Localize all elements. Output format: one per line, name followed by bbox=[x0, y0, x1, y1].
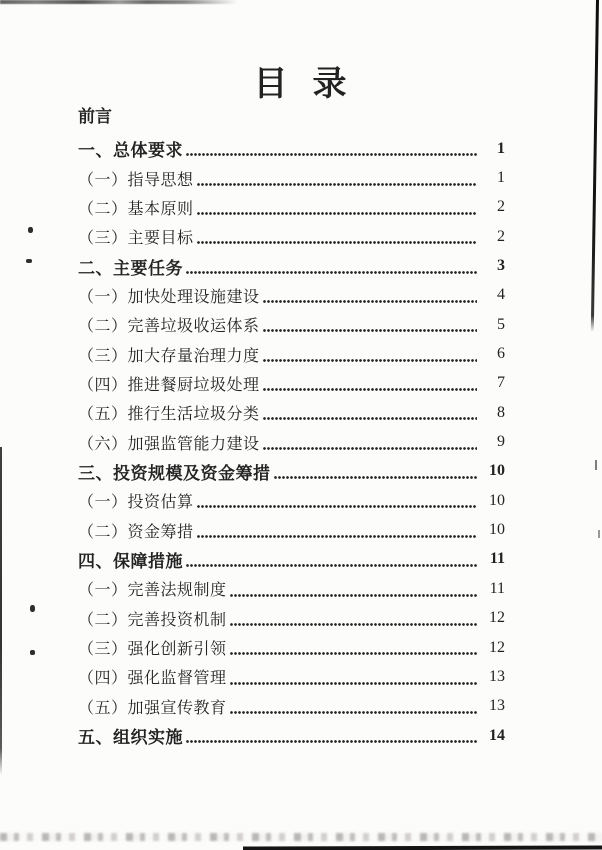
scan-artifact-speck bbox=[28, 227, 33, 233]
toc-entry-sub bbox=[78, 281, 505, 310]
dot-leader bbox=[186, 545, 477, 574]
toc-entry-label: （三）主要目标 bbox=[78, 230, 194, 248]
toc-entry-sub bbox=[78, 222, 505, 251]
scan-artifact-right-mark bbox=[598, 530, 600, 538]
toc-entry-sub bbox=[78, 369, 505, 398]
toc-entry-sub bbox=[78, 163, 505, 192]
toc-entry-page: 12 bbox=[489, 638, 505, 656]
dot-leader bbox=[197, 163, 477, 192]
toc-entry-section bbox=[78, 457, 505, 486]
dot-leader bbox=[263, 398, 477, 427]
dot-leader bbox=[263, 310, 477, 339]
toc-entry-label: （二）完善垃圾收运体系 bbox=[78, 318, 260, 336]
dot-leader bbox=[186, 134, 477, 163]
toc-entry-page: 12 bbox=[489, 609, 505, 627]
scan-artifact-bottom-noise bbox=[0, 833, 602, 841]
preface-heading: 前言 bbox=[78, 107, 112, 126]
toc-entry-sub bbox=[78, 398, 505, 427]
toc-list bbox=[78, 134, 505, 750]
toc-entry-page: 13 bbox=[489, 667, 505, 685]
scan-artifact-bottom-bar bbox=[243, 846, 602, 850]
toc-entry-label: 五、组织实施 bbox=[78, 728, 183, 748]
toc-entry-sub bbox=[78, 633, 505, 662]
toc-entry-page: 2 bbox=[497, 227, 505, 245]
toc-entry-page: 1 bbox=[497, 169, 505, 187]
toc-entry-label: （三）强化创新引领 bbox=[78, 641, 227, 659]
toc-entry-page: 10 bbox=[489, 462, 505, 480]
dot-leader bbox=[230, 633, 477, 662]
toc-entry-section bbox=[78, 134, 505, 163]
toc-entry-sub bbox=[78, 692, 505, 721]
toc-entry-section bbox=[78, 545, 505, 574]
toc-entry-label: 四、保障措施 bbox=[78, 551, 183, 571]
dot-leader bbox=[230, 604, 477, 633]
toc-entry-page: 11 bbox=[489, 550, 505, 568]
toc-entry-label: （二）资金筹措 bbox=[78, 523, 194, 541]
scan-artifact-speck bbox=[26, 259, 32, 263]
toc-entry-label: （五）推行生活垃圾分类 bbox=[78, 406, 260, 424]
toc-entry-sub bbox=[78, 662, 505, 691]
toc-entry-page: 14 bbox=[489, 726, 505, 744]
toc-entry-page: 4 bbox=[497, 286, 505, 304]
dot-leader bbox=[274, 457, 478, 486]
toc-entry-label: 二、主要任务 bbox=[78, 258, 183, 278]
toc-entry-label: 三、投资规模及资金筹措 bbox=[78, 463, 271, 483]
dot-leader bbox=[263, 281, 477, 310]
dot-leader bbox=[186, 721, 477, 750]
toc-entry-page: 7 bbox=[497, 374, 505, 392]
toc-entry-page: 10 bbox=[489, 521, 505, 539]
dot-leader bbox=[197, 222, 477, 251]
toc-entry-sub bbox=[78, 486, 505, 515]
toc-entry-page: 2 bbox=[497, 198, 505, 216]
dot-leader bbox=[263, 369, 477, 398]
toc-entry-label: （六）加强监管能力建设 bbox=[78, 435, 260, 453]
toc-entry-label: （一）投资估算 bbox=[78, 494, 194, 512]
scan-artifact-left-line bbox=[0, 447, 2, 775]
dot-leader bbox=[230, 662, 477, 691]
toc-entry-label: （一）完善法规制度 bbox=[78, 582, 227, 600]
toc-entry-sub bbox=[78, 574, 505, 603]
toc-entry-label: （二）完善投资机制 bbox=[78, 611, 227, 629]
toc-entry-page: 5 bbox=[497, 315, 505, 333]
toc-entry-label: （四）推进餐厨垃圾处理 bbox=[78, 376, 260, 394]
page-title: 目 录 bbox=[253, 65, 349, 103]
scan-artifact-top-band bbox=[0, 0, 238, 4]
toc-entry-section bbox=[78, 251, 505, 280]
toc-entry-page: 3 bbox=[497, 257, 505, 275]
toc-entry-page: 8 bbox=[497, 403, 505, 421]
dot-leader bbox=[263, 427, 477, 456]
toc-entry-sub bbox=[78, 193, 505, 222]
dot-leader bbox=[230, 692, 477, 721]
dot-leader bbox=[197, 193, 477, 222]
toc-entry-label: （三）加大存量治理力度 bbox=[78, 347, 260, 365]
toc-entry-sub bbox=[78, 339, 505, 368]
toc-entry-page: 11 bbox=[489, 579, 505, 597]
dot-leader bbox=[186, 251, 477, 280]
toc-entry-sub bbox=[78, 427, 505, 456]
dot-leader bbox=[230, 574, 477, 603]
toc-entry-sub bbox=[78, 515, 505, 544]
toc-entry-page: 6 bbox=[497, 345, 505, 363]
toc-entry-label: （四）强化监督管理 bbox=[78, 670, 227, 688]
scan-artifact-right-mark bbox=[595, 460, 597, 470]
toc-entry-page: 10 bbox=[489, 491, 505, 509]
toc-entry-sub bbox=[78, 310, 505, 339]
scan-artifact-speck bbox=[30, 650, 35, 655]
toc-entry-sub bbox=[78, 604, 505, 633]
toc-entry-label: 一、总体要求 bbox=[78, 141, 183, 161]
toc-entry-label: （一）加快处理设施建设 bbox=[78, 288, 260, 306]
dot-leader bbox=[197, 486, 477, 515]
scan-artifact-speck bbox=[30, 605, 35, 612]
dot-leader bbox=[197, 515, 477, 544]
scan-artifact-right-line bbox=[591, 0, 599, 332]
toc-entry-page: 13 bbox=[489, 697, 505, 715]
dot-leader bbox=[263, 339, 477, 368]
toc-entry-label: （五）加强宣传教育 bbox=[78, 699, 227, 717]
toc-entry-label: （二）基本原则 bbox=[78, 200, 194, 218]
toc-entry-label: （一）指导思想 bbox=[78, 171, 194, 189]
toc-entry-page: 9 bbox=[497, 433, 505, 451]
toc-entry-section bbox=[78, 721, 505, 750]
toc-entry-page: 1 bbox=[497, 139, 505, 157]
